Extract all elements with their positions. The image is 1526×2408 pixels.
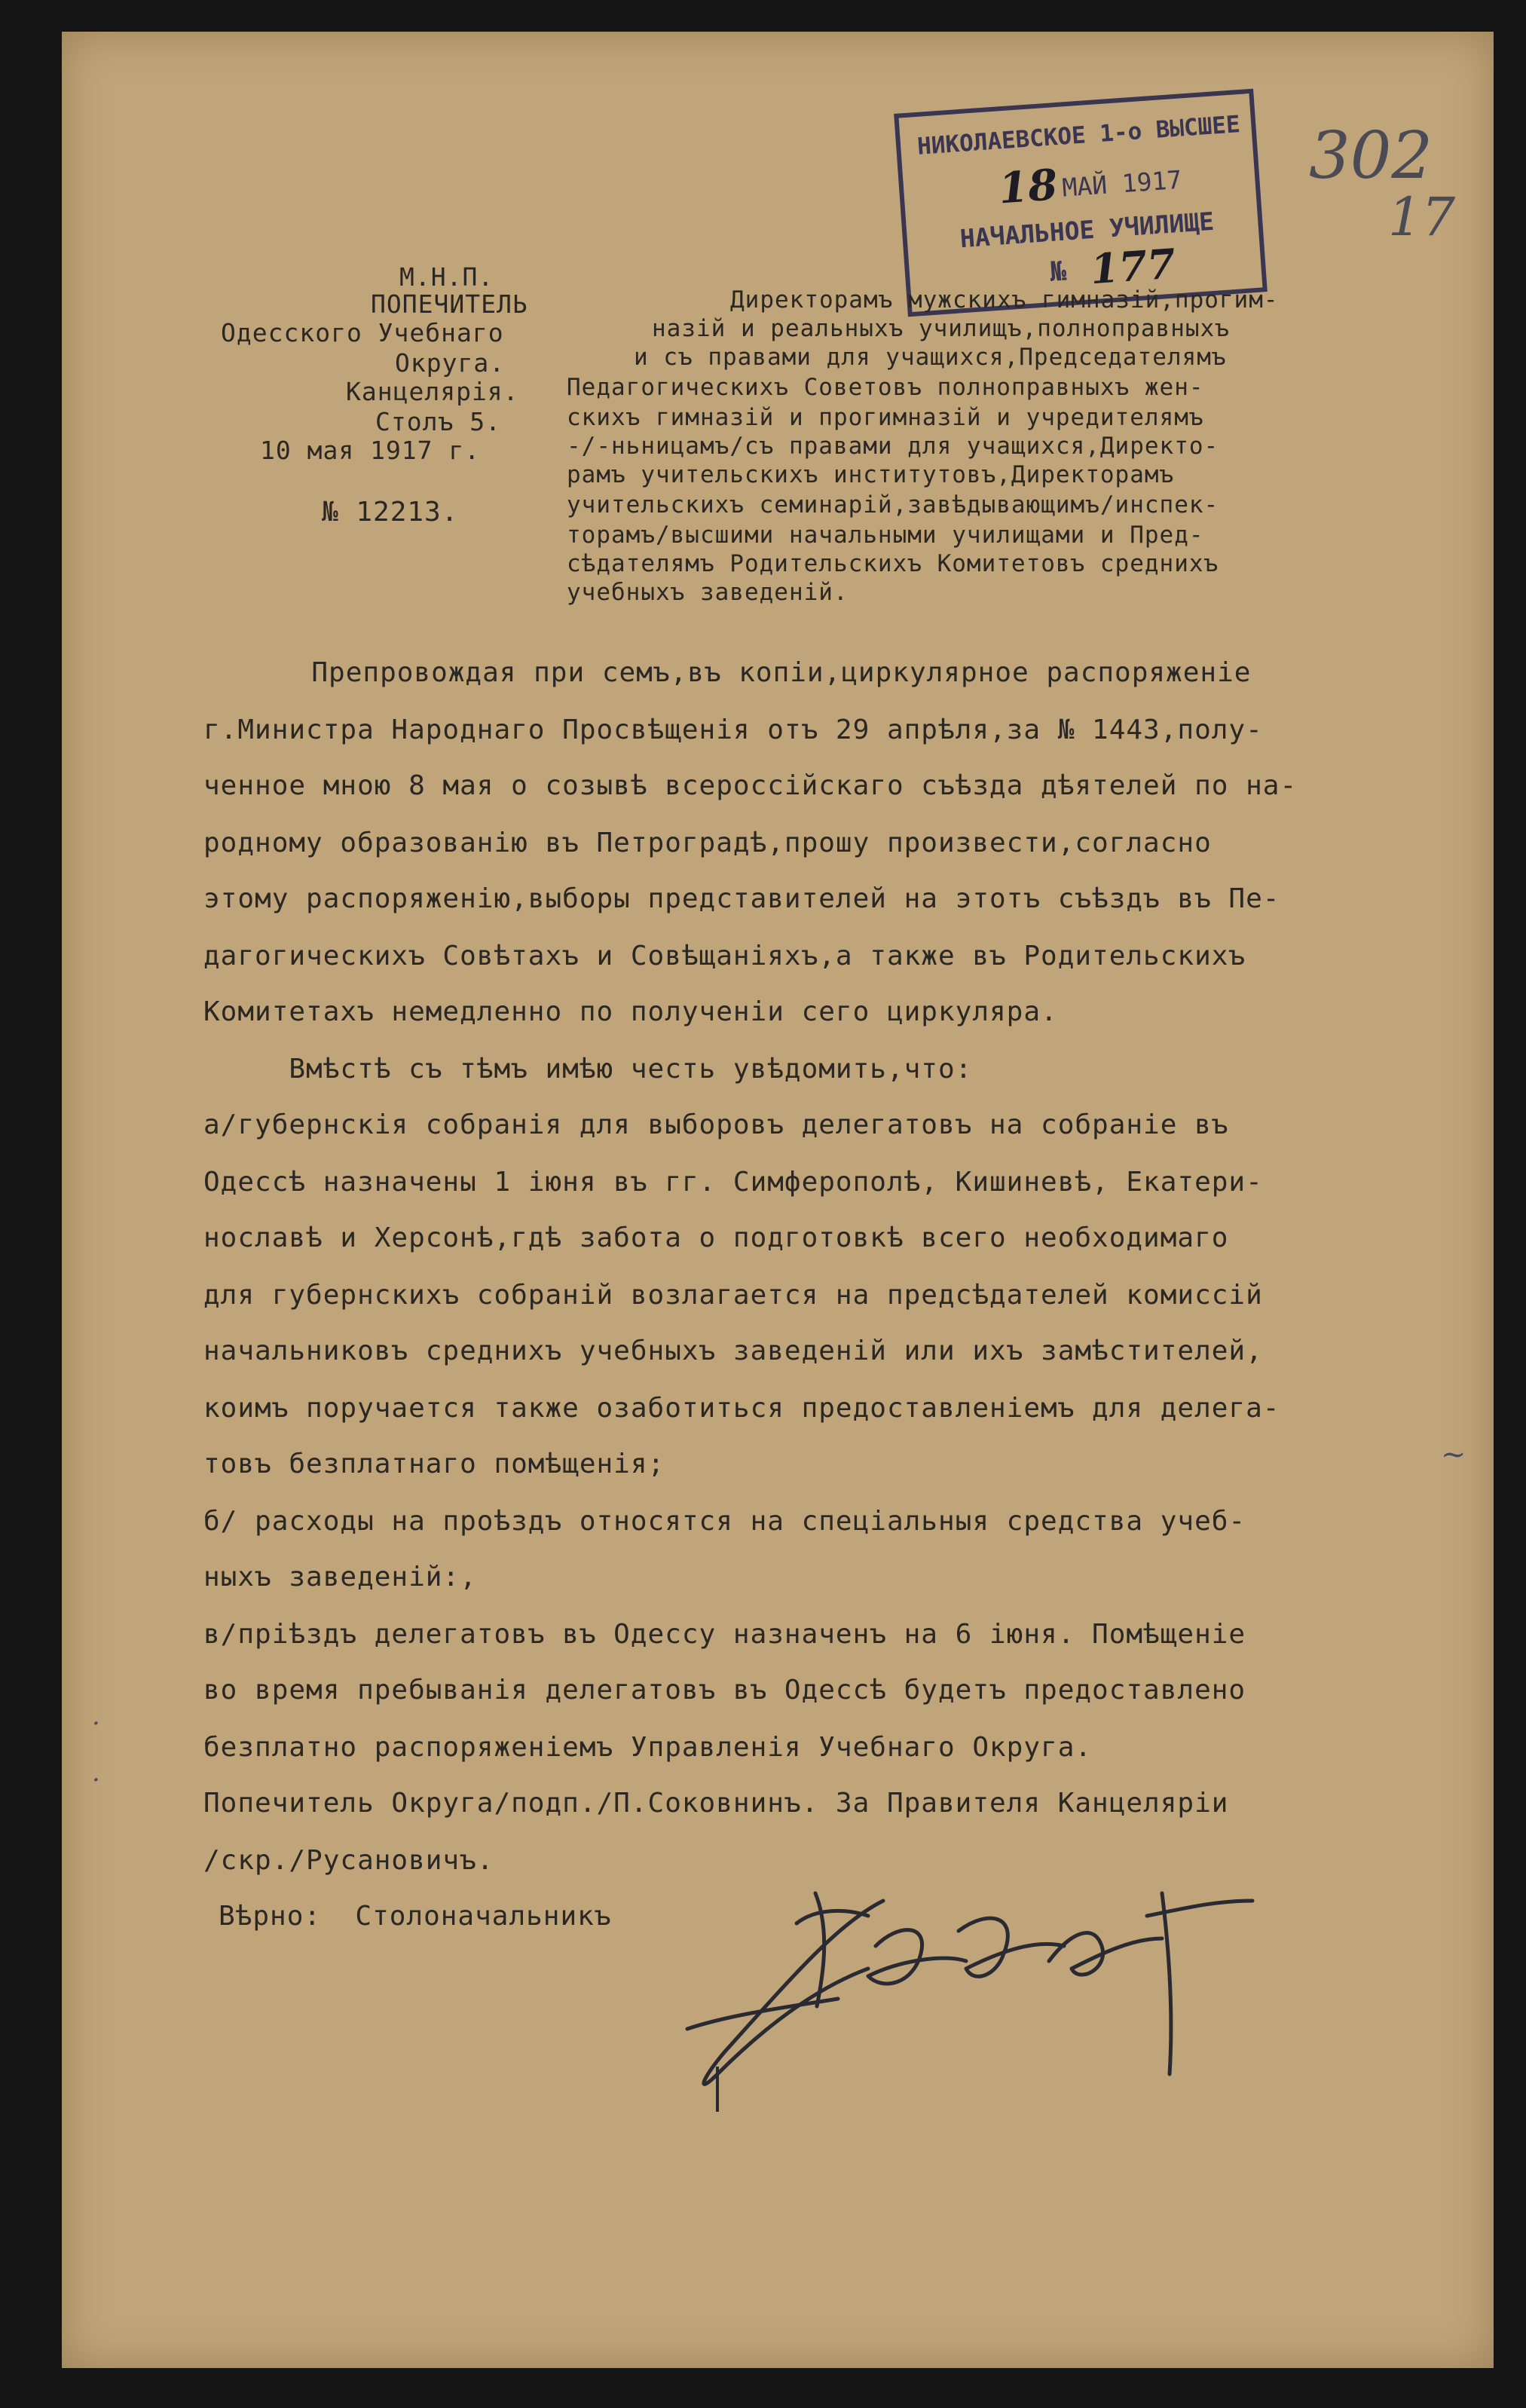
addressee-line: -/-ньницамъ/съ правами для учащихся,Директо- bbox=[567, 433, 1219, 460]
body-line: /скр./Русановичъ. bbox=[203, 1845, 494, 1876]
body-line: в/пріѣздъ делегатовъ въ Одессу назначенъ на 6 іюня. Помѣщеніе bbox=[203, 1619, 1246, 1650]
body-line: Комитетахъ немедленно по полученіи сего циркуляра. bbox=[203, 996, 1058, 1027]
addressee-line: учительскихъ семинарій,завѣдывающимъ/инспек- bbox=[567, 491, 1219, 519]
body-line: для губернскихъ собраній возлагается на предсѣдателей комиссій bbox=[203, 1280, 1263, 1311]
archive-number-top: 302 bbox=[1309, 118, 1433, 194]
stamp-line-3: НАЧАЛЬНОЕ УЧИЛИЩЕ bbox=[959, 206, 1216, 254]
stamp-date-printed: МАЙ 1917 bbox=[1061, 164, 1183, 203]
margin-mark: . bbox=[92, 1701, 100, 1731]
body-line: начальниковъ среднихъ учебныхъ заведеній или ихъ замѣстителей, bbox=[203, 1336, 1263, 1366]
archive-number-bottom: 17 bbox=[1388, 186, 1456, 248]
stamp-date-handwritten: 18 bbox=[997, 160, 1060, 214]
sender-line: Одесского Учебнаго bbox=[221, 318, 504, 347]
body-line: родному образованію въ Петроградѣ,прошу произвести,согласно bbox=[203, 828, 1212, 858]
addressee-line: и съ правами для учащихся,Председателямъ bbox=[634, 344, 1227, 371]
addressee-line: назій и реальныхъ училищъ,полноправныхъ bbox=[652, 315, 1230, 342]
body-line: Одессѣ назначены 1 іюня въ гг. Симферополѣ, Кишиневѣ, Екатери- bbox=[203, 1167, 1263, 1198]
body-line: коимъ поручается также озаботиться предоставленіемъ для делега- bbox=[203, 1393, 1280, 1424]
body-line: дагогическихъ Совѣтахъ и Совѣщаніяхъ,а также въ Родительскихъ bbox=[203, 941, 1246, 971]
stamp-number: 177 bbox=[1088, 239, 1177, 294]
body-line: этому распоряженію,выборы представителей на этотъ съѣздъ въ Пе- bbox=[203, 883, 1280, 914]
body-line: Вмѣстѣ съ тѣмъ имѣю честь увѣдомить,что: bbox=[203, 1054, 973, 1085]
sender-line: М.Н.П. bbox=[399, 262, 494, 292]
document-page bbox=[62, 32, 1494, 2368]
body-line: б/ расходы на проѣздъ относятся на спеціальныя средства учеб- bbox=[203, 1506, 1246, 1537]
sender-number: № 12213. bbox=[322, 497, 459, 528]
sender-line: Столъ 5. bbox=[375, 407, 501, 436]
body-line: товъ безплатнаго помѣщенія; bbox=[203, 1449, 665, 1479]
sender-line: Округа. bbox=[395, 348, 506, 378]
addressee-line: торамъ/высшими начальными училищами и Пред- bbox=[567, 522, 1204, 549]
body-line: во время пребыванія делегатовъ въ Одессѣ будетъ предоставлено bbox=[203, 1675, 1246, 1706]
body-line: а/губернскія собранія для выборовъ делегатовъ на собраніе въ bbox=[203, 1109, 1229, 1140]
margin-mark: . bbox=[92, 1758, 100, 1788]
certification-line: Вѣрно: Столоначальникъ bbox=[219, 1901, 612, 1932]
school-stamp bbox=[894, 89, 1268, 317]
body-line: Препровождая при семъ,въ копіи,циркулярное распоряженіе bbox=[226, 657, 1252, 688]
handwritten-signature bbox=[642, 1825, 1298, 2127]
body-line: ныхъ заведеній:, bbox=[203, 1562, 477, 1593]
margin-mark: ~ bbox=[1441, 1437, 1466, 1472]
body-line: Попечитель Округа/подп./П.Соковнинъ. За Правителя Канцеляріи bbox=[203, 1788, 1229, 1819]
addressee-line: рамъ учительскихъ институтовъ,Директорамъ bbox=[567, 461, 1175, 488]
addressee-line: сѣдателямъ Родительскихъ Комитетовъ среднихъ bbox=[567, 550, 1219, 577]
body-line: нославѣ и Херсонѣ,гдѣ забота о подготовкѣ всего необходимаго bbox=[203, 1222, 1229, 1253]
addressee-line: учебныхъ заведеній. bbox=[567, 579, 849, 606]
addressee-line: скихъ гимназій и прогимназій и учредителямъ bbox=[567, 404, 1204, 431]
addressee-line: Директорамъ мужскихъ гимназій,прогим- bbox=[730, 286, 1279, 314]
body-line: г.Министра Народнаго Просвѣщенія отъ 29 апрѣля,за № 1443,полу- bbox=[203, 714, 1263, 745]
stamp-line-1: НИКОЛАЕВСКОЕ 1-о ВЫСШЕЕ bbox=[916, 111, 1241, 161]
body-line: ченное мною 8 мая о созывѣ всероссійскаго съѣзда дѣятелей по на- bbox=[203, 770, 1298, 801]
body-line: безплатно распоряженіемъ Управленія Учебнаго Округа. bbox=[203, 1732, 1093, 1763]
addressee-line: Педагогическихъ Советовъ полноправныхъ жен- bbox=[567, 374, 1204, 401]
sender-line: ПОПЕЧИТЕЛЬ bbox=[371, 289, 528, 319]
sender-line: 10 мая 1917 г. bbox=[260, 436, 481, 465]
sender-line: Канцелярія. bbox=[346, 377, 519, 406]
stamp-number-prefix: № bbox=[1048, 255, 1068, 289]
